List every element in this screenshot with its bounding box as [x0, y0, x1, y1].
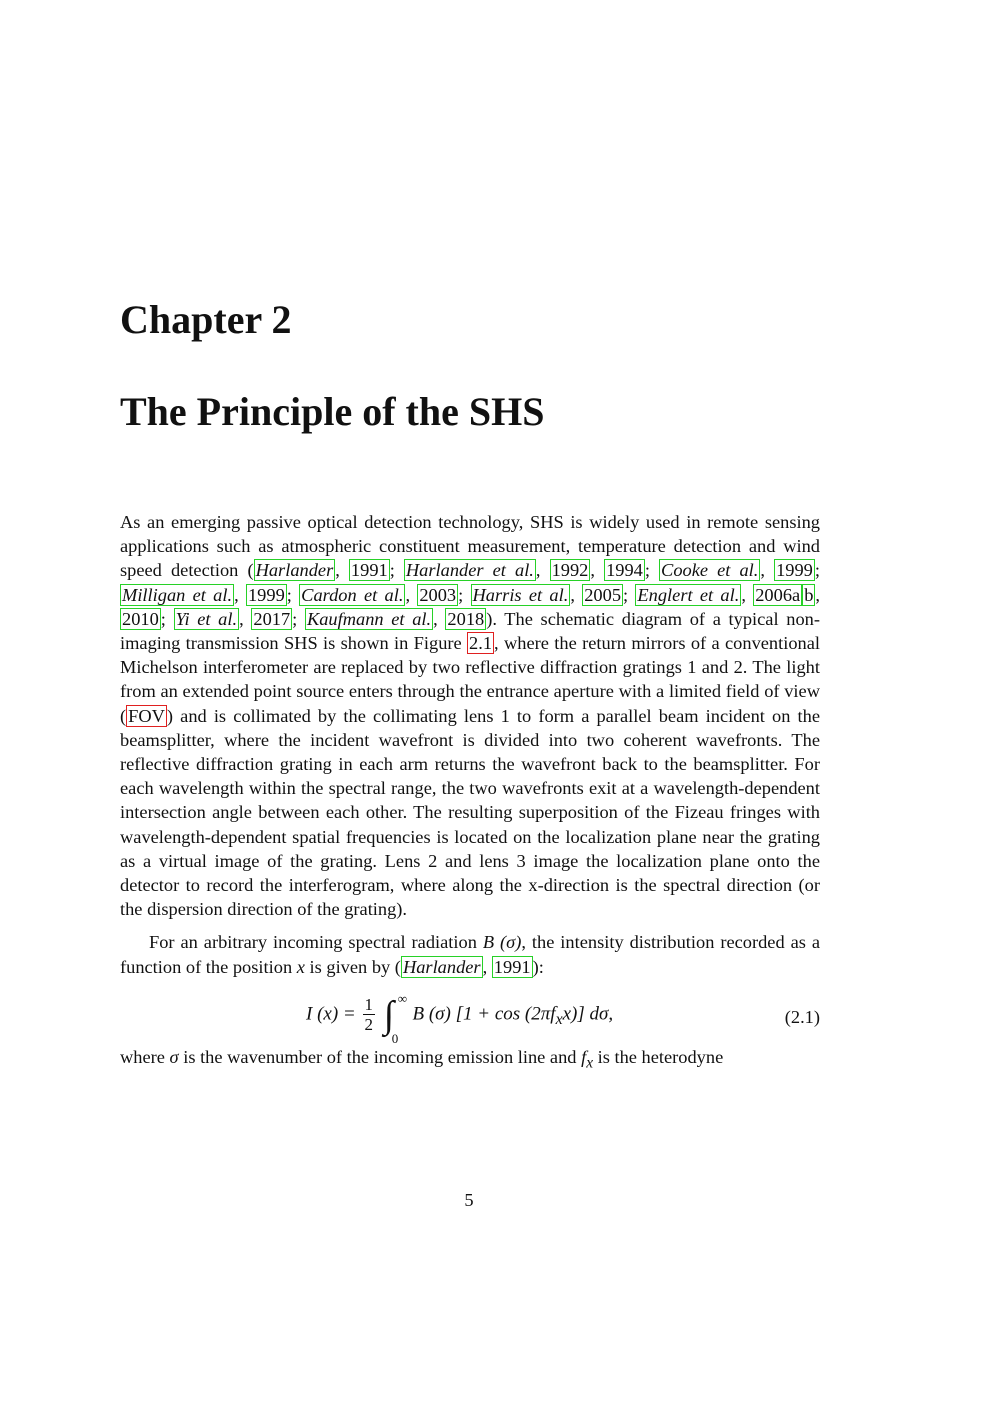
fraction-numerator: 1	[364, 995, 373, 1015]
para3-text-2: is the wavenumber of the incoming emission line and	[178, 1046, 582, 1067]
paragraph-2: For an arbitrary incoming spectral radiation B (σ), the intensity distribution recorded as a function of the position x is given by ( Harlander , 1991 ):	[120, 932, 820, 977]
integral-sign: ∫ ∞ 0	[382, 993, 408, 1037]
citation-link[interactable]: Harlander et al.	[405, 560, 534, 581]
citation-link[interactable]: 1991	[493, 956, 531, 977]
equation-2-1	[120, 983, 820, 1045]
fraction-denominator: 2	[364, 1015, 373, 1035]
para2-text-4: ):	[532, 956, 544, 977]
citation-link[interactable]: 1991	[350, 560, 388, 581]
para1-text-4: ) and is collimated by the collimating lens 1 to form a parallel beam incident on the beamsplitter, where the incident wavefront is divided into two coherent wavefronts. The reflective diffraction grating in each arm returns the wavefront back to the beamsplitter. For each wavelength within the spectral range, the two wavefronts exit at a wavelength-dependent intersection angle between each other. The resulting superposition of the Fizeau fringes with wavelength-dependent spatial frequencies is located on the localization plane near the grating as a virtual image of the grating. Lens 2 and lens 3 image the localization plane onto the detector to record the interferogram, where along the x-direction is the spectral direction (or the dispersion direction of the grating).	[120, 705, 820, 920]
page-number: 5	[464, 1190, 474, 1210]
para3-text-3: is the heterodyne	[593, 1046, 724, 1067]
para2-text-3: is given by (	[304, 956, 401, 977]
citation-link[interactable]: 1999	[776, 560, 813, 581]
para1-text-1: As an emerging passive optical detection technology, SHS is widely used in remote sensing applications such as atmospheric constituent measurement, temperature detection and wind speed detection (	[120, 512, 820, 581]
equation-lhs: I (x) =	[306, 1003, 356, 1025]
paragraph-3	[120, 1045, 820, 1076]
citation-link[interactable]: Yi et al.	[175, 608, 238, 629]
chapter-title: The Principle of the SHS	[120, 389, 545, 434]
citation-link[interactable]: 2005	[584, 584, 622, 605]
equation-number: (2.1)	[784, 1006, 820, 1027]
equation-body	[306, 990, 614, 1046]
citation-link[interactable]: 2006a	[755, 584, 801, 605]
equation-integrand-end: x)] dσ,	[562, 1003, 614, 1025]
citation-link[interactable]: 1994	[606, 560, 643, 581]
para2-text-2: , the intensity distribution recorded as a function of the position	[120, 932, 820, 977]
para1-text-3: , where the return mirrors of a conventional Michelson interferometer are replaced by two reflective diffraction gratings 1 and 2. The light from an extended point source enters through the entrance aperture with a limited field of view (	[120, 633, 821, 726]
math-sigma: σ	[169, 1046, 179, 1067]
acronym-reference-link[interactable]: FOV	[128, 705, 165, 726]
citation-link[interactable]: 2017	[253, 608, 291, 629]
citation-link[interactable]: 2018	[447, 608, 485, 629]
equation-subscript: x	[555, 1011, 563, 1029]
paragraph-1: As an emerging passive optical detection technology, SHS is widely used in remote sensing applications such as atmospheric constituent measurement, temperature detection and wind speed detection ( Harlander , 1991 ; Harlander et al. , 1992 , 1994 ; Cooke et al. , 1999 ; Milligan et al. , 1999 ; Cardon et al. , 2003 ; Harris et al. , 2005 ; Englert et al. , 2006a b , 2010 ; Yi et al. , 2017 ; Kaufmann et al. , 2018 ). The schematic diagram of a typical non-imaging transmission SHS is shown in Figure 2.1 , where the return mirrors of a conventional Michelson interferometer are replaced by two reflective diffraction gratings 1 and 2. The light from an extended point source enters through the entrance aperture with a limited field of view ( FOV ) and is collimated by the collimating lens 1 to form a parallel beam incident on the beamsplitter, where the incident wavefront is divided into two coherent wavefronts. The reflective diffraction grating in each arm returns the wavefront back to the beamsplitter. For each wavelength within the spectral range, the two wavefronts exit at a wavelength-dependent intersection angle between each other. The resulting superposition of the Fizeau fringes with wavelength-dependent spatial frequencies is located on the localization plane near the grating as a virtual image of the grating. Lens 2 and lens 3 image the localization plane onto the detector to record the interferogram, where along the x-direction is the spectral direction (or the dispersion direction of the grating).	[120, 512, 821, 920]
para1-text-2: ). The schematic diagram of a typical non-imaging transmission SHS is shown in Figure	[120, 608, 820, 654]
math-fx: f	[581, 1046, 587, 1067]
para3-text-1: where	[120, 1046, 170, 1067]
math-position: x	[296, 956, 305, 977]
math-spectral-radiation: B (σ)	[482, 932, 522, 953]
citation-link[interactable]: Milligan et al.	[122, 584, 233, 605]
math-fx-subscript: x	[586, 1054, 594, 1072]
citation-link[interactable]: Cardon et al.	[301, 584, 404, 605]
citation-link[interactable]: 1992	[551, 560, 589, 581]
chapter-label: Chapter 2	[120, 297, 292, 342]
para2-text-1: For an arbitrary incoming spectral radiation	[149, 932, 483, 953]
citation-link[interactable]: Harris et al.	[472, 584, 569, 605]
citation-link[interactable]: 1999	[247, 584, 285, 605]
citation-link[interactable]: Cooke et al.	[661, 560, 759, 581]
citation-link[interactable]: Harlander	[402, 956, 481, 977]
figure-reference-link[interactable]: 2.1	[469, 633, 493, 654]
citation-link[interactable]: Kaufmann et al.	[306, 608, 432, 629]
equation-integrand: B (σ) [1 + cos (2πf	[412, 1003, 556, 1025]
citation-link[interactable]: 2003	[419, 584, 457, 605]
integral-upper-limit: ∞	[397, 990, 408, 1006]
equation-fraction	[363, 995, 376, 1034]
citation-link[interactable]: 2010	[122, 608, 159, 629]
citation-link[interactable]: Harlander	[255, 560, 334, 581]
integral-lower-limit: 0	[391, 1030, 399, 1046]
body-text	[120, 510, 820, 1076]
citation-link[interactable]: Englert et al.	[637, 584, 740, 605]
citation-link[interactable]: b	[804, 584, 814, 605]
